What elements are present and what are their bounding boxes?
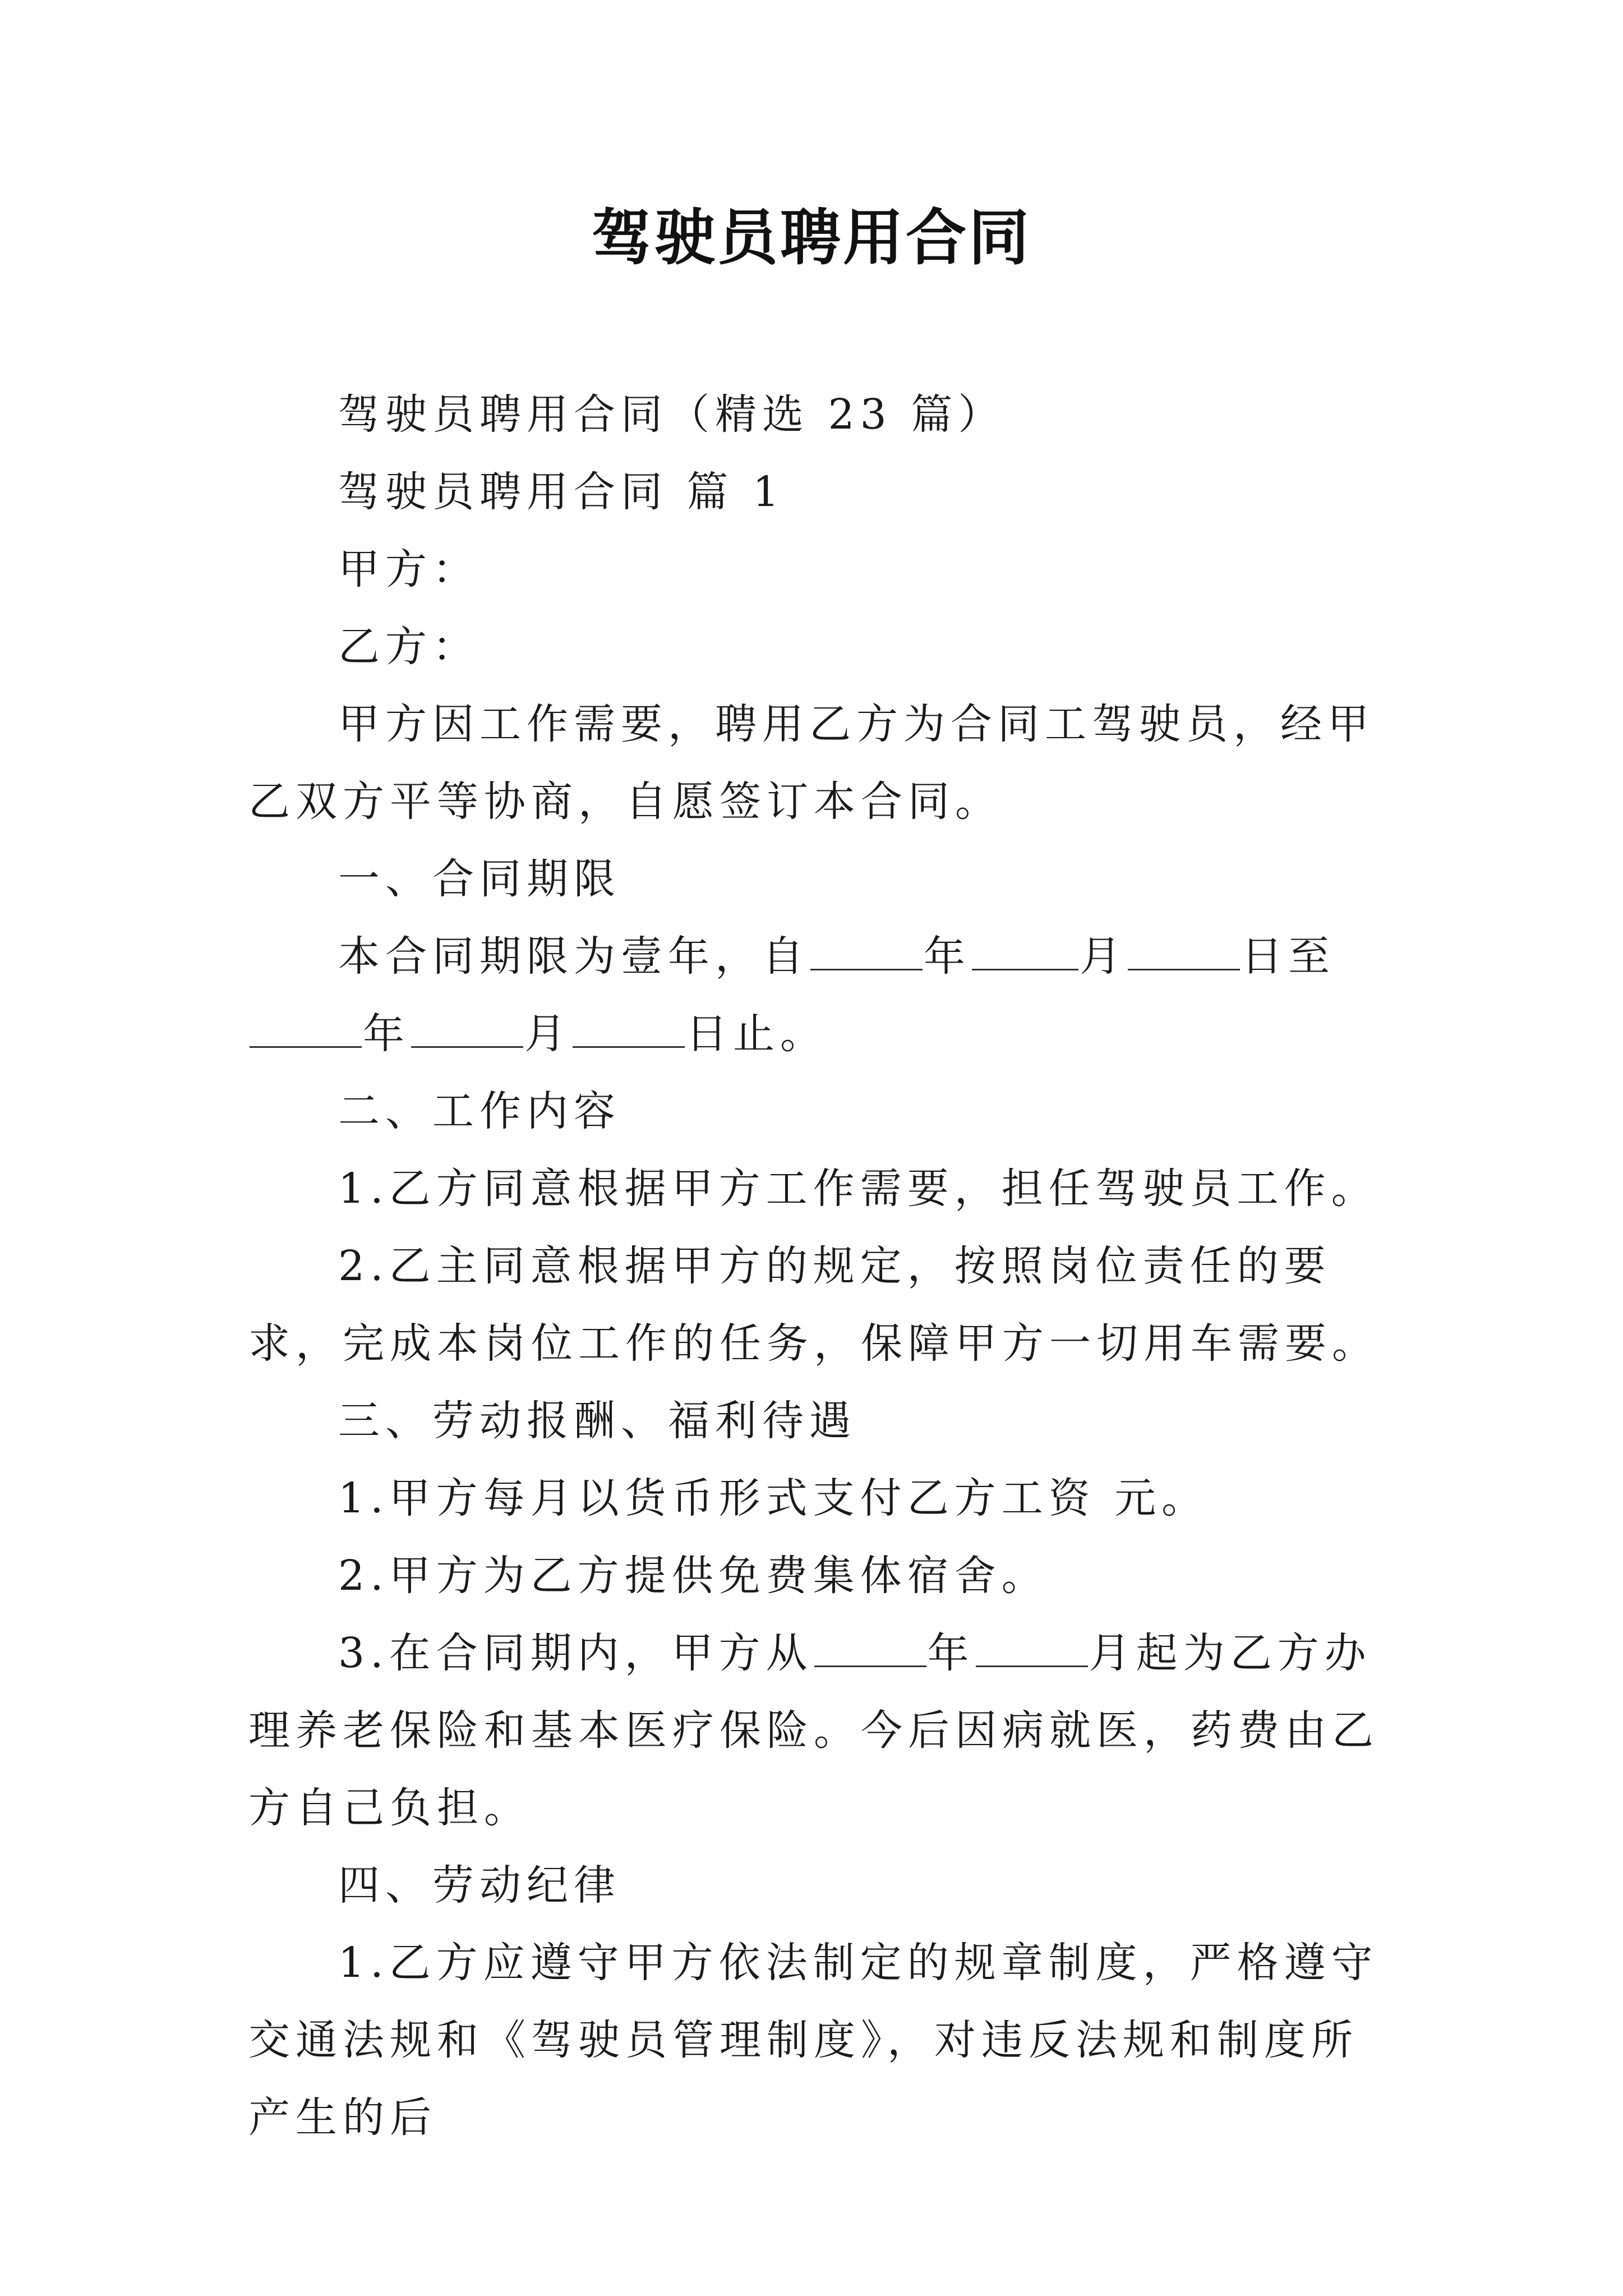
section-2-item-1: 1.乙方同意根据甲方工作需要，担任驾驶员工作。 xyxy=(338,1165,1378,1213)
month-label: 月 xyxy=(1080,932,1127,981)
party-b-line: 乙方： xyxy=(338,623,479,671)
section-1-paragraph xyxy=(248,918,1381,1073)
section-3-item-2: 2.甲方为乙方提供免费集体宿舍。 xyxy=(338,1552,1049,1600)
section-3-item-1: 1.甲方每月以货币形式支付乙方工资 元。 xyxy=(338,1474,1209,1522)
year-label: 年 xyxy=(924,932,971,981)
subtitle-line: 驾驶员聘用合同（精选 23 篇） xyxy=(338,390,1006,439)
document-body xyxy=(248,376,1381,2156)
section-1-heading: 一、合同期限 xyxy=(338,855,621,903)
start-day-blank xyxy=(1128,935,1240,970)
term-text: 本合同期限为壹年，自 xyxy=(338,932,809,981)
insurance-year-label: 年 xyxy=(927,1629,975,1677)
insurance-text-start: 3.在合同期内，甲方从 xyxy=(338,1629,813,1677)
month-label-2: 月 xyxy=(524,1010,571,1058)
section-4-item-1: 1.乙方应遵守甲方依法制定的规章制度，严格遵守交通法规和《驾驶员管理制度》，对违反法规和制度所产生的后 xyxy=(248,1939,1378,2142)
start-month-blank xyxy=(972,935,1078,970)
section-2-heading: 二、工作内容 xyxy=(338,1087,621,1135)
section-2-item-2: 2.乙主同意根据甲方的规定，按照岗位责任的要求，完成本岗位工作的任务，保障甲方一切用车需要。 xyxy=(248,1242,1379,1368)
section-3-item-3 xyxy=(248,1614,1381,1847)
end-month-blank xyxy=(411,1013,523,1048)
day-end-label: 日止。 xyxy=(686,1010,827,1058)
start-year-blank xyxy=(810,935,923,970)
day-to-label: 日至 xyxy=(1241,932,1335,981)
section-3-heading: 三、劳动报酬、福利待遇 xyxy=(338,1397,856,1445)
section-4-heading: 四、劳动纪律 xyxy=(338,1861,621,1910)
insurance-year-blank xyxy=(814,1632,926,1667)
insurance-text-end: 月起为乙方办理养老保险和基本医疗保险。今后因病就医，药费由乙方自己负担。 xyxy=(248,1629,1379,1832)
piece-heading: 驾驶员聘用合同 篇 1 xyxy=(338,468,785,516)
party-a-line: 甲方： xyxy=(338,545,479,593)
intro-paragraph: 甲方因工作需要，聘用乙方为合同工驾驶员，经甲乙双方平等协商，自愿签订本合同。 xyxy=(248,700,1375,826)
end-year-blank xyxy=(250,1013,362,1048)
document-title: 驾驶员聘用合同 xyxy=(591,203,1031,273)
end-day-blank xyxy=(573,1013,685,1048)
year-label-2: 年 xyxy=(363,1010,410,1058)
insurance-month-blank xyxy=(976,1632,1088,1667)
